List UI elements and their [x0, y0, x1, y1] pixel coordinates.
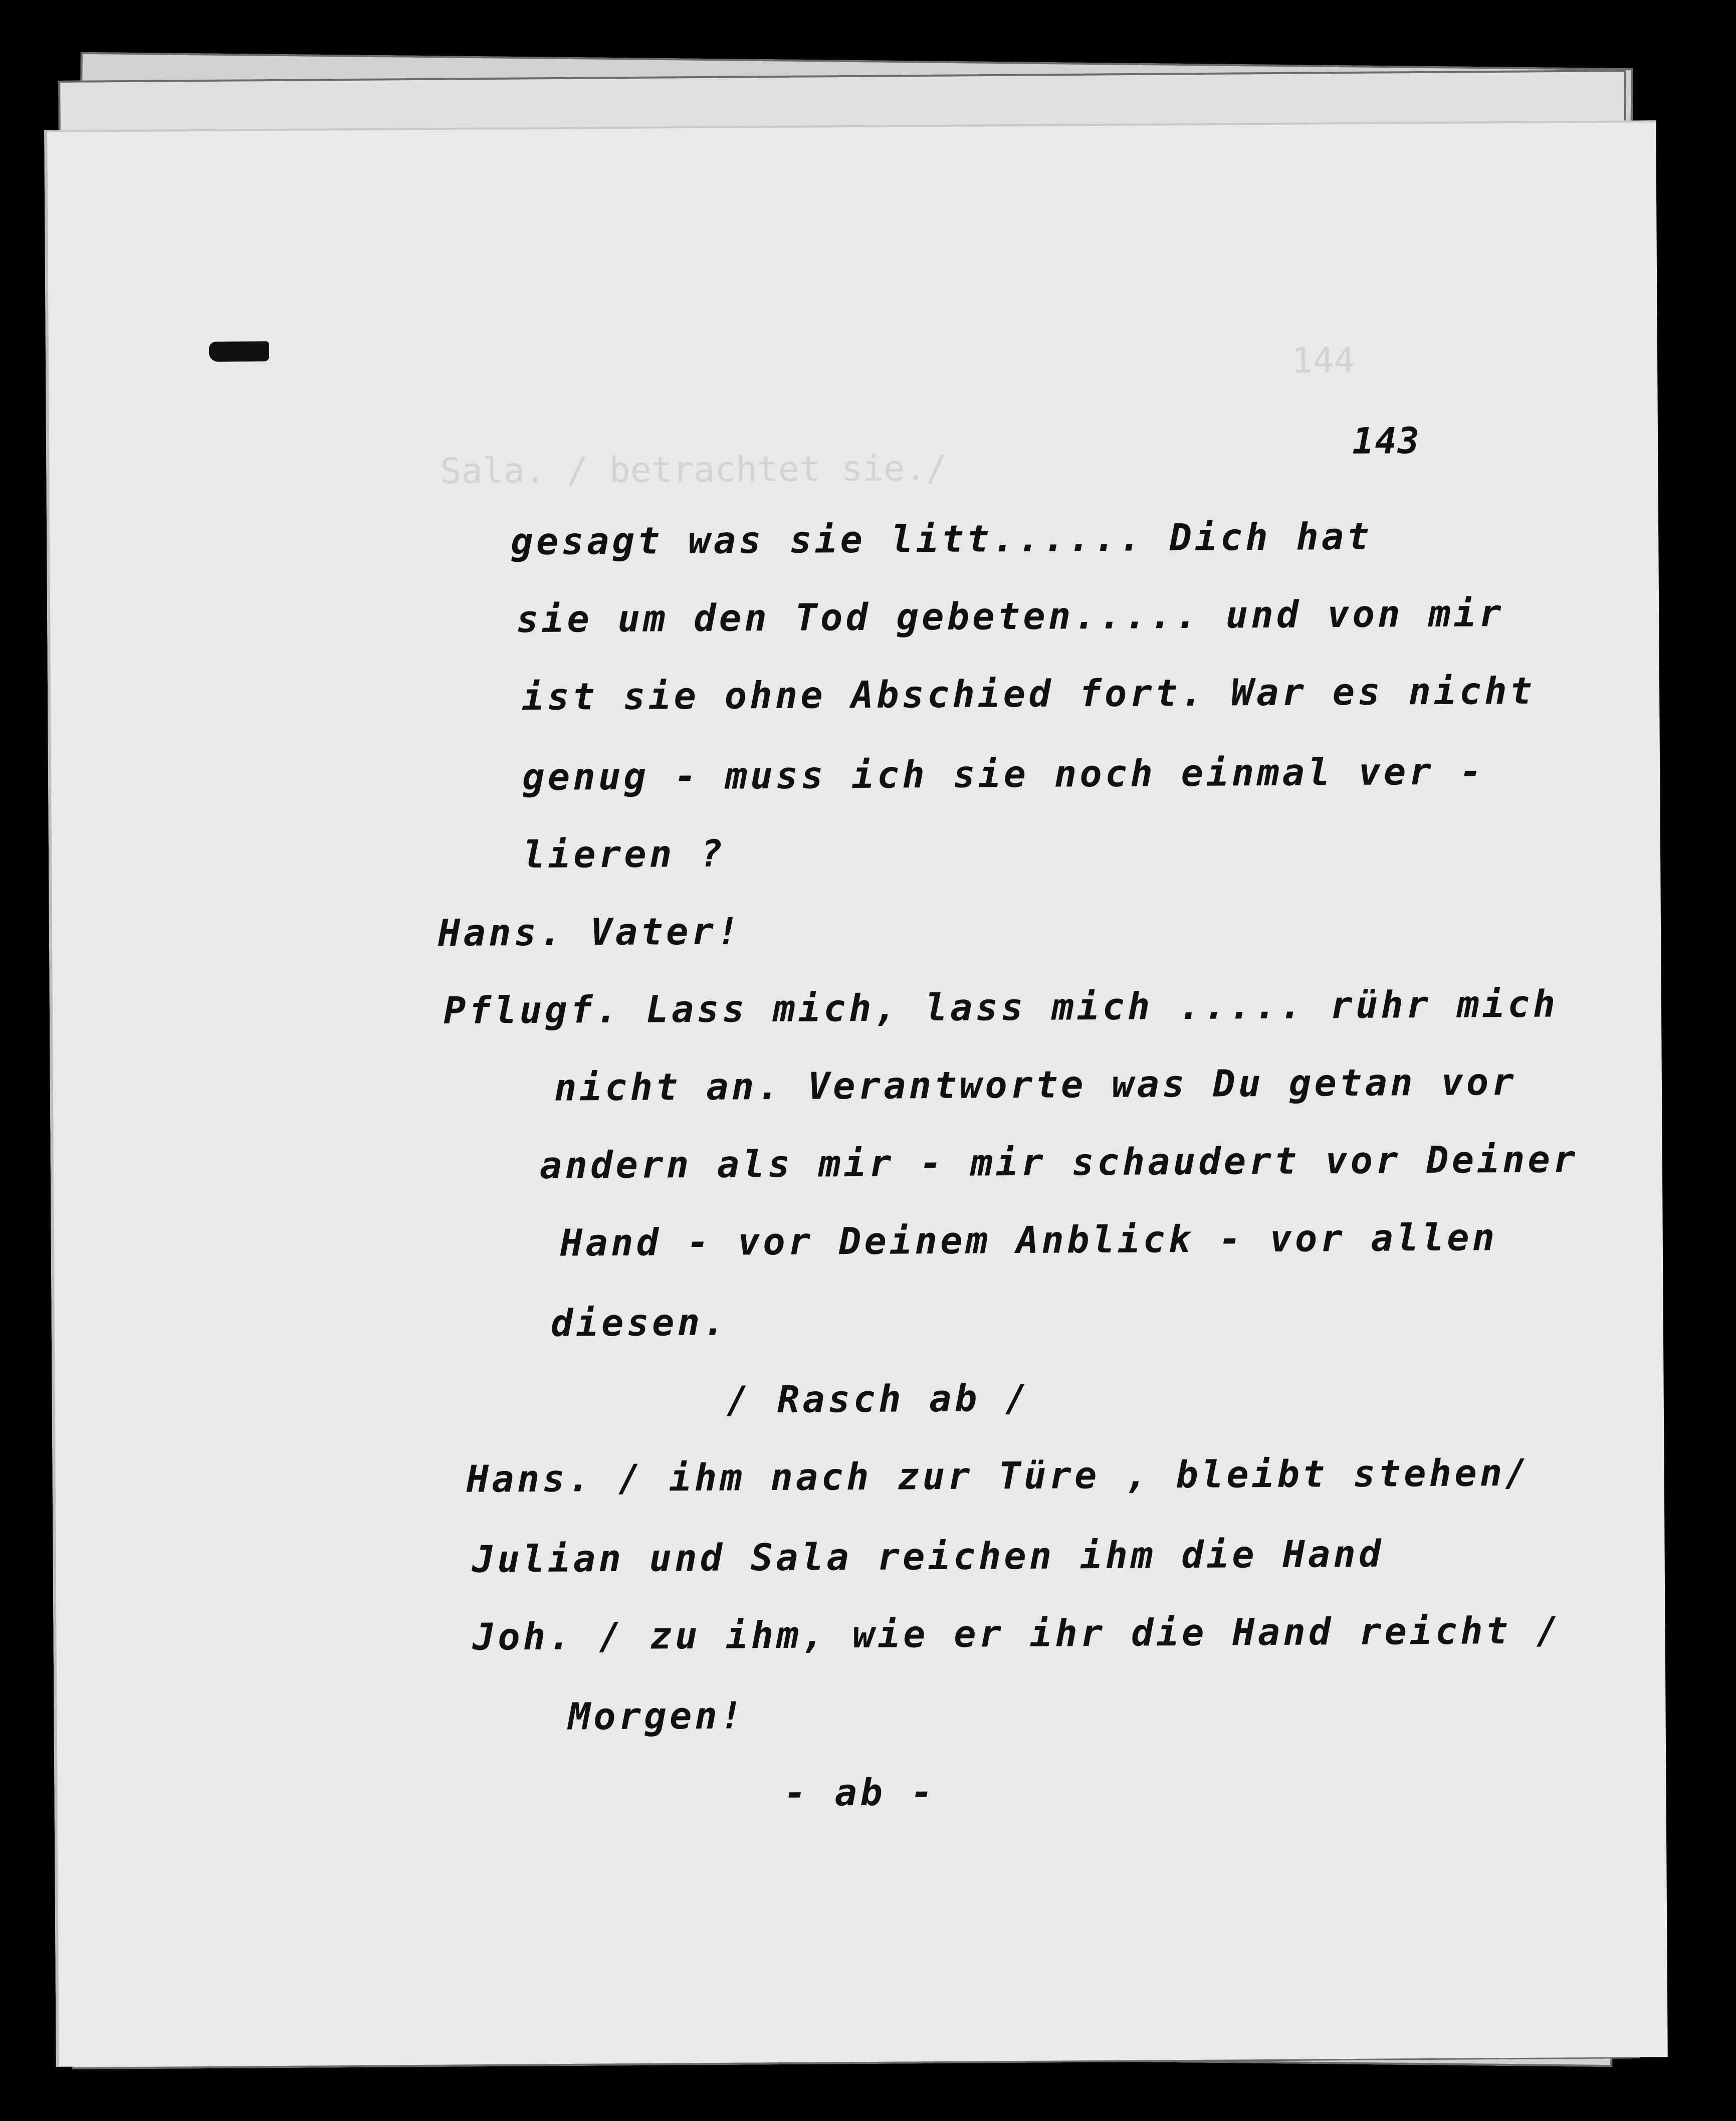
speaker-line: Hans. / ihm nach zur Türe , bleibt stehen/	[466, 1451, 1531, 1501]
text-line: Hand - vor Deinem Anblick - vor allen	[560, 1216, 1498, 1265]
speaker-line: Joh. / zu ihm, wie er ihr die Hand reicht /	[472, 1609, 1562, 1659]
exit-direction: - ab -	[784, 1771, 937, 1815]
text-line: diesen.	[550, 1301, 728, 1345]
stage-direction: Julian und Sala reichen ihm die Hand	[472, 1532, 1384, 1581]
typewritten-page	[44, 120, 1668, 2067]
text-line: lieren ?	[522, 832, 726, 877]
speaker-line: Pflugf. Lass mich, lass mich ..... rühr mich	[443, 982, 1559, 1033]
show-through-page-number: 144	[1291, 339, 1355, 381]
speaker-line: Hans. Vater!	[438, 910, 742, 955]
show-through-line: Sala. / betrachtet sie./	[440, 447, 948, 492]
text-line: ist sie ohne Abschied fort. War es nicht	[521, 669, 1536, 719]
text-line: Morgen!	[568, 1694, 746, 1739]
page-number: 143	[1352, 419, 1421, 462]
text-line: nicht an. Verantworte was Du getan vor	[554, 1060, 1517, 1110]
text-line: genug - muss ich sie noch einmal ver -	[522, 750, 1485, 799]
text-line: sie um den Tod gebeten..... und von mir	[516, 592, 1504, 642]
text-line: gesagt was sie litt...... Dich hat	[511, 515, 1373, 564]
text-line: andern als mir - mir schaudert vor Deiner	[539, 1138, 1579, 1187]
ink-smudge	[209, 341, 269, 362]
stage-direction: / Rasch ab /	[726, 1376, 1031, 1422]
